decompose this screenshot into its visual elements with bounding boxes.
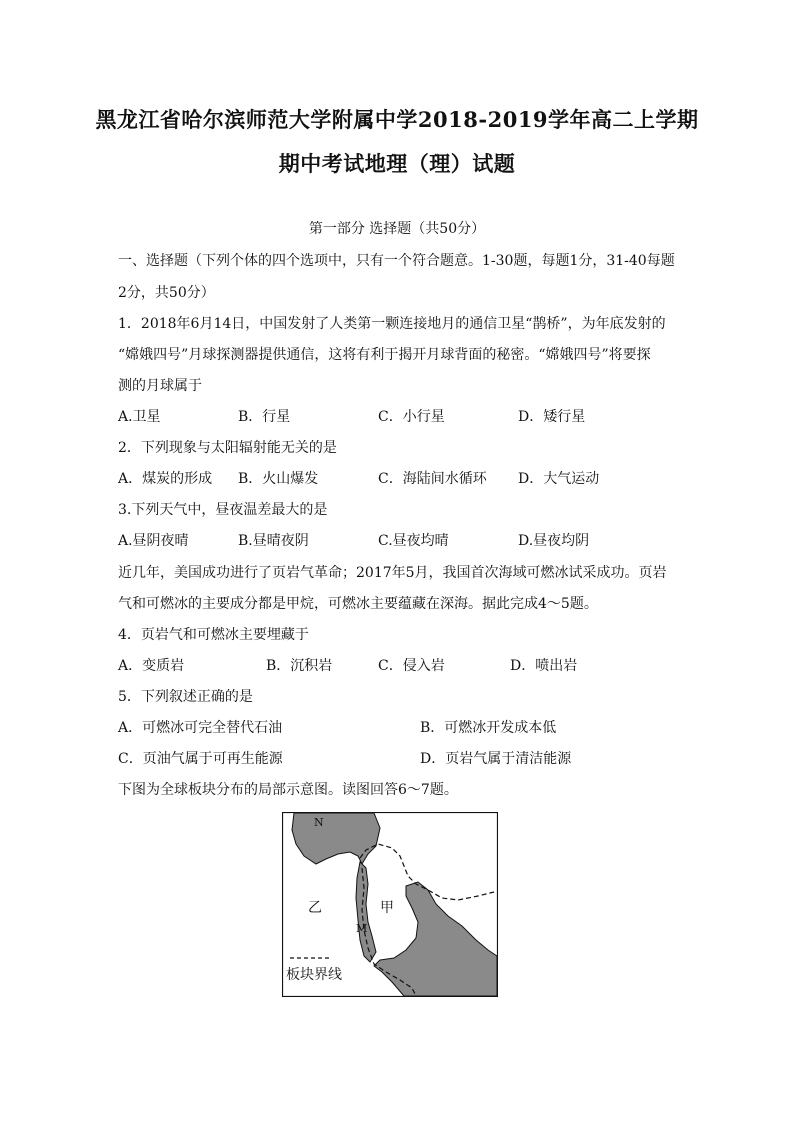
label-plate-yi: 乙 (308, 900, 322, 916)
question-1-line-1: 1．2018年6月14日，中国发射了人类第一颗连接地月的通信卫星“鹊桥”，为年底发射的 (118, 316, 666, 332)
label-n: N (314, 816, 324, 829)
question-5-option-b: B．可燃冰开发成本低 (420, 720, 557, 736)
question-1-option-d: D．矮行星 (518, 409, 586, 425)
question-2-option-d: D．大气运动 (518, 471, 600, 487)
question-1-option-c: C．小行星 (378, 409, 445, 425)
question-1-line-3: 测的月球属于 (118, 378, 202, 394)
question-4-option-d: D．喷出岩 (510, 658, 578, 674)
label-plate-jia: 甲 (380, 900, 394, 916)
question-5-option-a: A．可燃冰可完全替代石油 (118, 720, 283, 736)
question-3-option-a: A.昼阴夜晴 (118, 533, 189, 549)
question-2-option-c: C．海陆间水循环 (378, 471, 487, 487)
question-3-option-d: D.昼夜均阴 (518, 533, 590, 549)
question-5-stem: 5．下列叙述正确的是 (118, 689, 253, 705)
figure-intro: 下图为全球板块分布的局部示意图。读图回答6～7题。 (118, 782, 458, 798)
question-1-option-a: A.卫星 (118, 409, 161, 425)
question-2-option-a: A．煤炭的形成 (118, 471, 213, 487)
question-5-option-c: C．页油气属于可再生能源 (118, 751, 283, 767)
question-2-stem: 2．下列现象与太阳辐射能无关的是 (118, 440, 337, 456)
legend-label: 板块界线 (286, 967, 342, 983)
passage-line-2: 气和可燃冰的主要成分都是甲烷，可燃冰主要蕴藏在深海。据此完成4～5题。 (118, 596, 598, 612)
question-4-stem: 4．页岩气和可燃冰主要埋藏于 (118, 627, 309, 643)
passage-line-1: 近几年，美国成功进行了页岩气革命；2017年5月，我国首次海域可燃冰试采成功。页岩 (118, 565, 667, 581)
instructions-line-2: 2分，共50分） (118, 285, 215, 301)
label-m: M (356, 922, 368, 935)
question-2-option-b: B．火山爆发 (238, 471, 319, 487)
question-3-option-b: B.昼晴夜阴 (238, 533, 309, 549)
question-4-option-c: C．侵入岩 (378, 658, 445, 674)
document-title-line-2: 期中考试地理（理）试题 (278, 151, 516, 176)
plate-boundary-map (282, 812, 498, 997)
question-3-option-c: C.昼夜均晴 (378, 533, 449, 549)
document-title-line-1: 黑龙江省哈尔滨师范大学附属中学2018-2019学年高二上学期 (95, 107, 699, 132)
question-1-line-2: “嫦娥四号”月球探测器提供通信，这将有利于揭开月球背面的秘密。“嫦娥四号”将要探 (118, 347, 651, 363)
question-1-option-b: B．行星 (238, 409, 291, 425)
question-5-option-d: D．页岩气属于清洁能源 (420, 751, 572, 767)
section-header: 第一部分 选择题（共50分） (308, 221, 486, 237)
question-4-option-a: A．变质岩 (118, 658, 185, 674)
instructions-line-1: 一、选择题（下列个体的四个选项中，只有一个符合题意。1-30题，每题1分，31-40每题 (118, 253, 675, 269)
question-3-stem: 3.下列天气中，昼夜温差最大的是 (118, 502, 328, 518)
question-4-option-b: B．沉积岩 (266, 658, 333, 674)
